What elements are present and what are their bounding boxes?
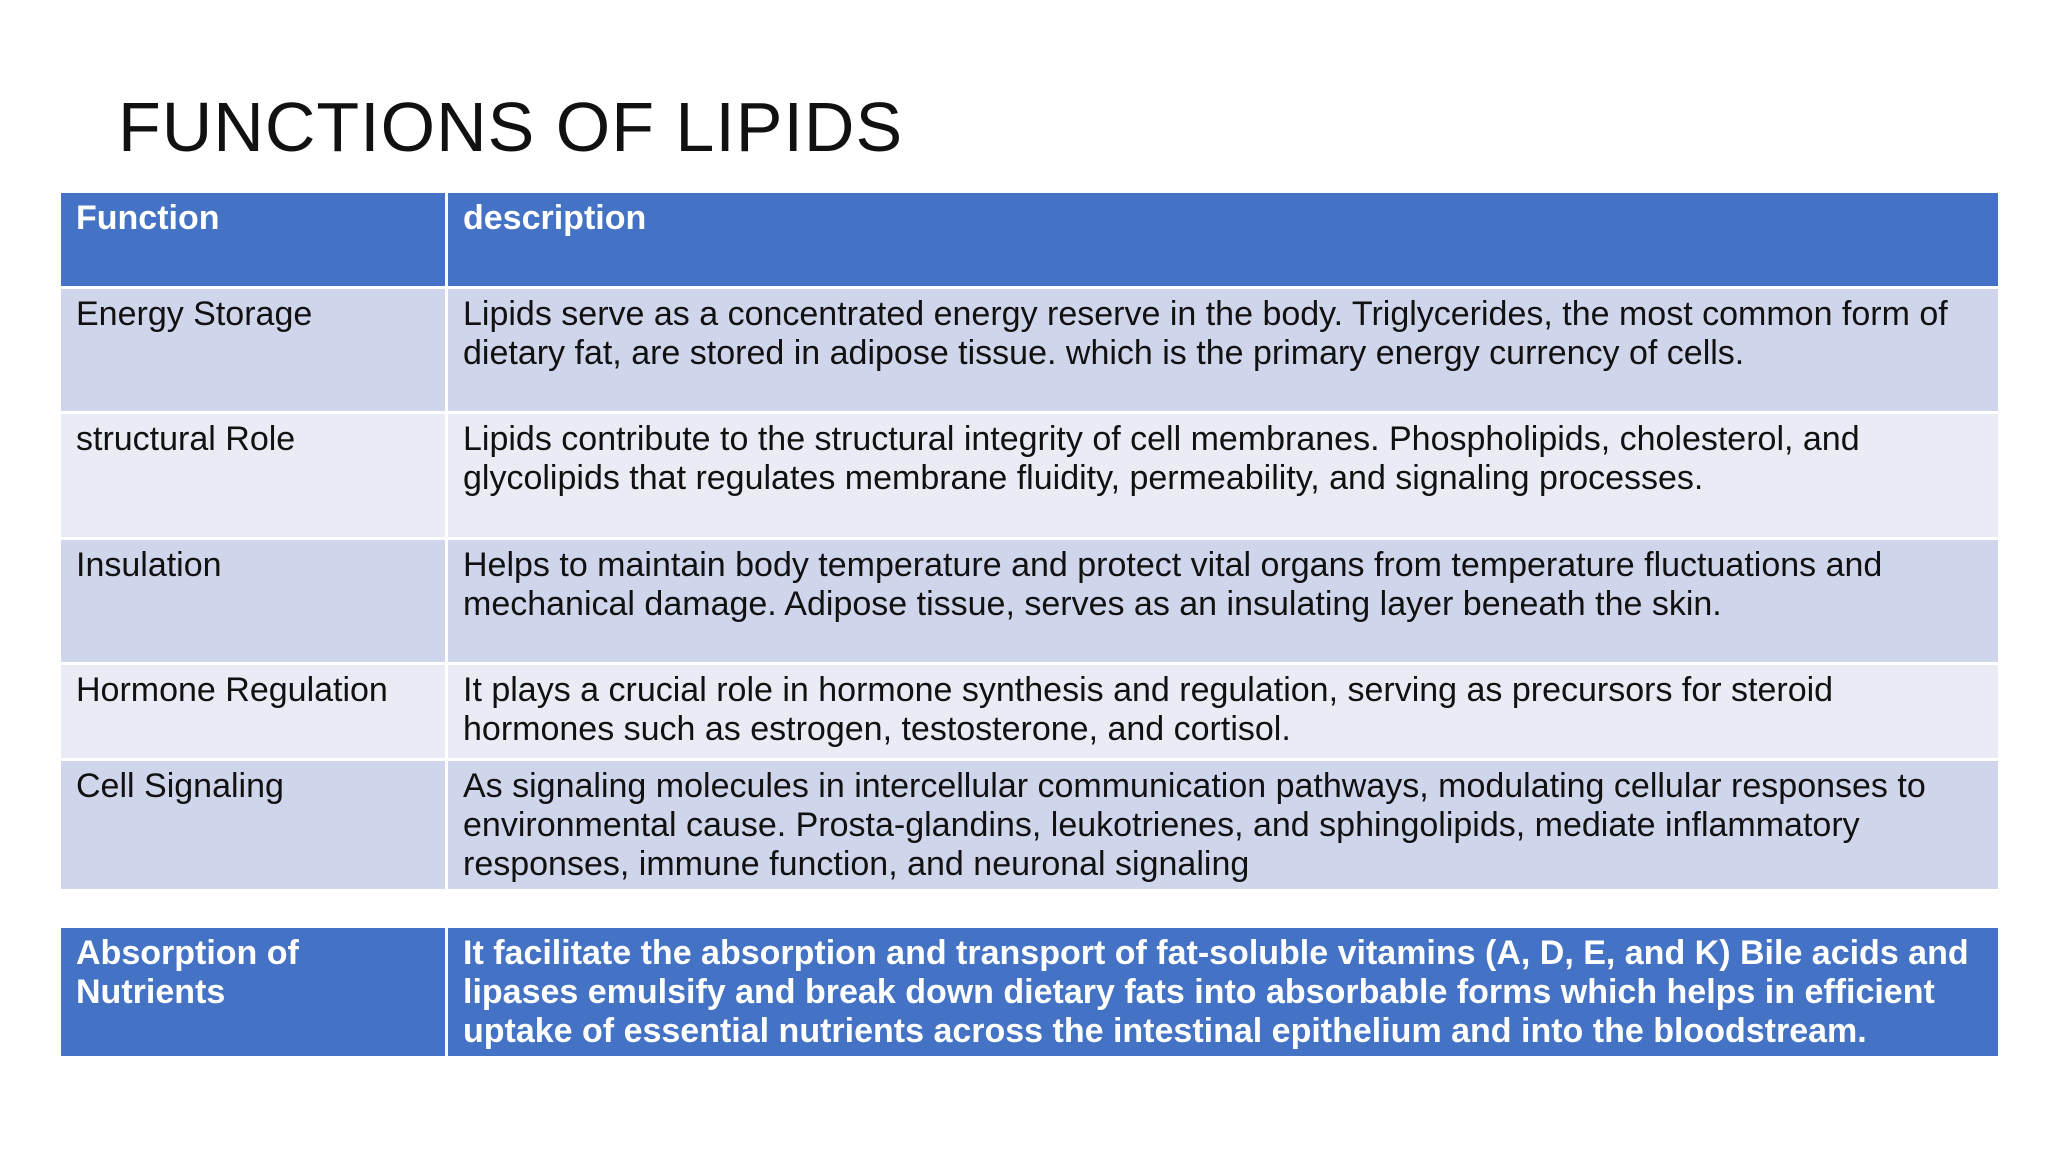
absorption-description: It facilitate the absorption and transport of fat-soluble vitamins (A, D, E, and K) Bile acids and lipases emulsify and break down dietary fats into absorbable forms which helps in efficient uptake of essential nutrients across the intestinal epithelium and into the bloodstream. — [448, 928, 1998, 1056]
absorption-function: Absorption of Nutrients — [61, 928, 448, 1056]
absorption-row — [61, 928, 1998, 1056]
table-row — [61, 665, 1998, 761]
row-function-structural-role: structural Role — [61, 414, 448, 537]
table-row — [61, 761, 1998, 889]
row-description-structural-role: Lipids contribute to the structural integrity of cell membranes. Phospholipids, cholesterol, and glycolipids that regulates membrane fluidity, permeability, and signaling processes. — [448, 414, 1998, 537]
slide-title: FUNCTIONS OF LIPIDS — [118, 88, 904, 166]
header-function: Function — [61, 193, 448, 286]
header-description: description — [448, 193, 1998, 286]
row-description-cell-signaling: As signaling molecules in intercellular communication pathways, modulating cellular responses to environmental cause. Prosta-glandins, leukotrienes, and sphingolipids, mediate inflammatory responses, immune function, and neuronal signaling — [448, 761, 1998, 889]
table-row — [61, 289, 1998, 414]
row-function-cell-signaling: Cell Signaling — [61, 761, 448, 889]
table-header-row — [61, 193, 1998, 289]
table-row — [61, 540, 1998, 665]
row-description-insulation: Helps to maintain body temperature and protect vital organs from temperature fluctuations and mechanical damage. Adipose tissue, serves as an insulating layer beneath the skin. — [448, 540, 1998, 662]
row-function-insulation: Insulation — [61, 540, 448, 662]
lipid-functions-table — [61, 193, 1998, 889]
row-function-energy-storage: Energy Storage — [61, 289, 448, 411]
row-description-hormone-regulation: It plays a crucial role in hormone synthesis and regulation, serving as precursors for steroid hormones such as estrogen, testosterone, and cortisol. — [448, 665, 1998, 758]
absorption-table — [61, 928, 1998, 1056]
row-function-hormone-regulation: Hormone Regulation — [61, 665, 448, 758]
row-description-energy-storage: Lipids serve as a concentrated energy reserve in the body. Triglycerides, the most common form of dietary fat, are stored in adipose tissue. which is the primary energy currency of cells. — [448, 289, 1998, 411]
table-row — [61, 414, 1998, 540]
